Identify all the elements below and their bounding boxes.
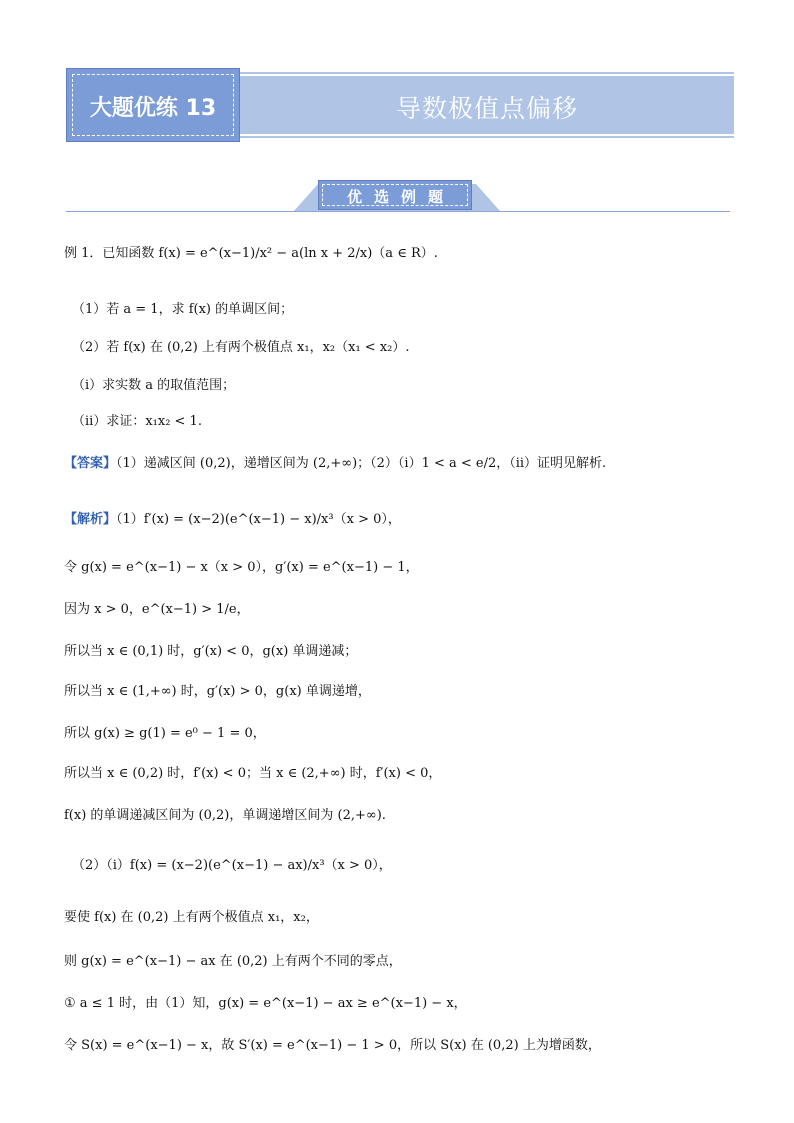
solution-line: ① a ≤ 1 时，由（1）知，g(x) = e^(x−1) − ax ≥ e^(x−1) − x， [64, 996, 467, 1011]
section-tab-label: 优选例题 [346, 188, 455, 206]
solution-line: （2）（i）f(x) = (x−2)(e^(x−1) − ax)/x³（x > 0）， [72, 858, 392, 873]
answer-label: 【答案】 [64, 456, 117, 471]
solution-line: 令 g(x) = e^(x−1) − x（x > 0），g′(x) = e^(x−1) − 1， [64, 560, 419, 575]
solution-line: 要使 f(x) 在 (0,2) 上有两个极值点 x₁，x₂， [64, 910, 319, 925]
question-1: （1）若 a = 1，求 f(x) 的单调区间； [72, 302, 294, 317]
title-banner [66, 68, 734, 142]
section-tab [318, 180, 472, 210]
solution-line: 则 g(x) = e^(x−1) − ax 在 (0,2) 上有两个不同的零点， [64, 954, 402, 969]
banner-label-box [66, 68, 240, 142]
analysis-text: （1）f′(x) = (x−2)(e^(x−1) − x)/x³（x > 0）， [116, 512, 401, 527]
solution-line: f(x) 的单调递减区间为 (0,2)，单调递增区间为 (2,+∞). [64, 808, 386, 823]
solution-line: 所以当 x ∈ (0,1) 时，g′(x) < 0，g(x) 单调递减； [64, 644, 358, 659]
solution-line: 所以 g(x) ≥ g(1) = e⁰ − 1 = 0， [64, 726, 266, 741]
question-2-ii: （ii）求证：x₁x₂ < 1. [72, 414, 202, 429]
answer-line [64, 454, 606, 474]
analysis-line [64, 510, 401, 530]
solution-line: 所以当 x ∈ (0,2) 时，f′(x) < 0；当 x ∈ (2,+∞) 时，f′(x) < 0， [64, 766, 442, 781]
analysis-label: 【解析】 [64, 512, 117, 527]
solution-line: 因为 x > 0，e^(x−1) > 1/e， [64, 602, 250, 617]
solution-line: 所以当 x ∈ (1,+∞) 时，g′(x) > 0，g(x) 单调递增， [64, 684, 371, 699]
banner-label: 大题优练 13 [89, 96, 217, 121]
page-title: 导数极值点偏移 [395, 94, 578, 123]
solution-line: 令 S(x) = e^(x−1) − x，故 S′(x) = e^(x−1) − 1 > 0，所以 S(x) 在 (0,2) 上为增函数， [64, 1038, 601, 1053]
answer-text: （1）递减区间 (0,2)，递增区间为 (2,+∞)；（2）（i）1 < a < e/2，（ii）证明见解析. [116, 456, 607, 471]
problem-statement: 例 1．已知函数 f(x) = e^(x−1)/x² − a(ln x + 2/x)（a ∈ R）. [64, 246, 438, 261]
question-2-i: （i）求实数 a 的取值范围； [72, 378, 236, 393]
question-2: （2）若 f(x) 在 (0,2) 上有两个极值点 x₁，x₂（x₁ < x₂）. [72, 340, 410, 355]
